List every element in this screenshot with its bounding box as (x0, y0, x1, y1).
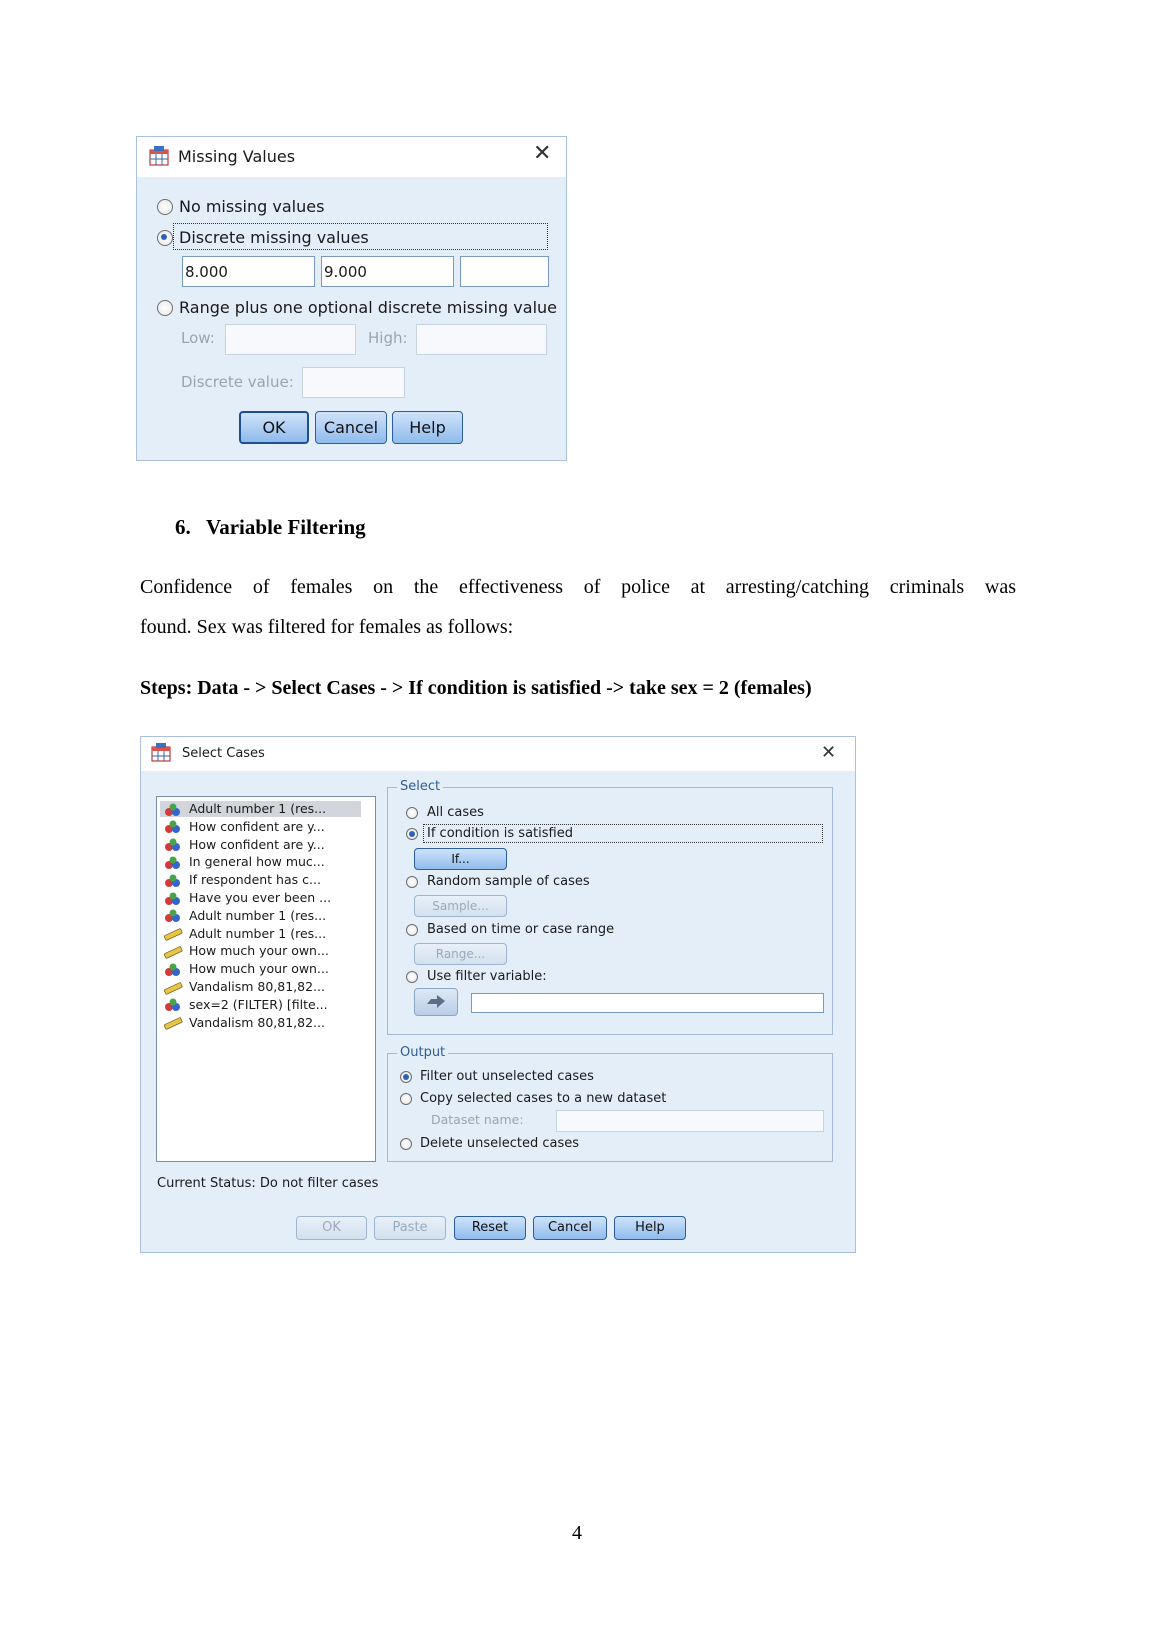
discrete-missing-values-label: Discrete missing values (179, 228, 369, 247)
dialog-title: Select Cases (182, 746, 265, 761)
no-missing-values-label: No missing values (179, 197, 325, 216)
filter-out-radio[interactable] (400, 1071, 412, 1083)
select-group (387, 779, 833, 1035)
variable-label: Adult number 1 (res... (189, 907, 327, 923)
section-number: 6. (175, 515, 191, 539)
ok-button[interactable]: OK (296, 1216, 367, 1240)
ok-button[interactable]: OK (239, 411, 309, 444)
title-bar (137, 137, 566, 177)
time-range-radio[interactable] (406, 924, 418, 936)
nominal-icon (163, 892, 183, 906)
delete-cases-radio[interactable] (400, 1138, 412, 1150)
close-icon[interactable]: ✕ (533, 141, 552, 166)
variable-list-item[interactable] (163, 854, 325, 870)
nominal-icon (163, 909, 183, 923)
variable-label: How much your own... (189, 943, 329, 959)
cancel-button[interactable]: Cancel (533, 1216, 607, 1240)
variable-list-item[interactable] (163, 926, 326, 942)
variable-label: In general how muc... (189, 854, 325, 870)
delete-cases-label: Delete unselected cases (420, 1136, 579, 1151)
scale-icon (163, 927, 183, 941)
section-heading (175, 515, 366, 540)
nominal-icon (163, 874, 183, 888)
nominal-icon (163, 856, 183, 870)
page-number: 4 (572, 1522, 582, 1544)
copy-cases-radio[interactable] (400, 1093, 412, 1105)
current-status: Current Status: Do not filter cases (157, 1176, 379, 1191)
all-cases-radio[interactable] (406, 807, 418, 819)
steps-text: Steps: Data - > Select Cases - > If condition is satisfied -> take sex = 2 (females) (140, 677, 812, 699)
discrete-value-3-input[interactable] (460, 256, 549, 287)
variable-label: How much your own... (189, 961, 329, 977)
random-sample-label: Random sample of cases (427, 874, 590, 889)
filter-out-label: Filter out unselected cases (420, 1069, 594, 1084)
section-title: Variable Filtering (206, 515, 366, 539)
variable-list-item[interactable] (163, 908, 326, 924)
dataset-name-label: Dataset name: (431, 1112, 524, 1127)
variable-list-item[interactable] (163, 997, 328, 1013)
spss-app-icon (148, 145, 170, 167)
copy-cases-label: Copy selected cases to a new dataset (420, 1091, 667, 1106)
variable-label: If respondent has c... (189, 872, 321, 888)
nominal-icon (163, 998, 183, 1012)
scale-icon (163, 981, 183, 995)
high-label: High: (368, 329, 408, 347)
low-label: Low: (181, 329, 215, 347)
variable-label: How confident are y... (189, 818, 325, 834)
if-condition-label: If condition is satisfied (427, 826, 573, 841)
use-filter-label: Use filter variable: (427, 969, 547, 984)
close-icon[interactable]: ✕ (821, 742, 837, 763)
low-input[interactable] (225, 324, 356, 355)
range-label: Range plus one optional discrete missing value (179, 298, 557, 317)
all-cases-label: All cases (427, 805, 484, 820)
random-sample-radio[interactable] (406, 876, 418, 888)
help-button[interactable]: Help (614, 1216, 686, 1240)
discrete-missing-values-radio[interactable] (157, 230, 173, 246)
variable-list-item[interactable] (163, 943, 329, 959)
variable-list-item[interactable] (163, 819, 325, 835)
paragraph-line-2: found. Sex was filtered for females as follows: (140, 616, 514, 638)
if-condition-radio[interactable] (406, 828, 418, 840)
variable-list-item[interactable] (163, 890, 331, 906)
high-input[interactable] (416, 324, 547, 355)
discrete-value-1-input[interactable]: 8.000 (182, 256, 315, 287)
spss-app-icon (150, 743, 172, 763)
range-button[interactable]: Range... (414, 943, 507, 965)
variable-list-item[interactable] (163, 837, 325, 853)
variable-label: Adult number 1 (res... (189, 801, 327, 816)
select-group-label: Select (397, 779, 443, 794)
variable-list-item[interactable] (160, 801, 361, 817)
dialog-title: Missing Values (178, 147, 296, 166)
paragraph-line-1: Confidence of females on the effectiveness of police at arresting/catching criminals was (140, 576, 1016, 598)
variable-list-item[interactable] (163, 979, 325, 995)
select-cases-dialog (140, 736, 856, 1253)
nominal-icon (163, 803, 183, 817)
discrete-value-2-input[interactable]: 9.000 (321, 256, 454, 287)
variable-label: sex=2 (FILTER) [filte... (189, 996, 328, 1012)
scale-icon (163, 945, 183, 959)
time-range-label: Based on time or case range (427, 922, 615, 937)
paste-button[interactable]: Paste (374, 1216, 446, 1240)
if-button[interactable]: If... (414, 848, 507, 870)
help-button[interactable]: Help (392, 411, 463, 444)
dataset-name-input[interactable] (556, 1110, 824, 1132)
output-group-label: Output (397, 1045, 448, 1060)
discrete-value-input[interactable] (302, 367, 405, 398)
cancel-button[interactable]: Cancel (315, 411, 387, 444)
filter-variable-input[interactable] (471, 993, 824, 1013)
variable-list[interactable] (156, 796, 376, 1162)
nominal-icon (163, 838, 183, 852)
reset-button[interactable]: Reset (454, 1216, 526, 1240)
title-bar (141, 737, 855, 771)
sample-button[interactable]: Sample... (414, 895, 507, 917)
range-radio[interactable] (157, 300, 173, 316)
nominal-icon (163, 820, 183, 834)
variable-label: Vandalism 80,81,82... (189, 979, 325, 994)
no-missing-values-radio[interactable] (157, 199, 173, 215)
arrow-right-icon (425, 994, 447, 1010)
variable-label: Adult number 1 (res... (189, 925, 327, 941)
use-filter-radio[interactable] (406, 971, 418, 983)
move-arrow-button[interactable] (414, 988, 458, 1016)
nominal-icon (163, 963, 183, 977)
variable-label: Have you ever been ... (189, 890, 332, 905)
variable-list-item[interactable] (163, 872, 321, 888)
variable-label: How confident are y... (189, 836, 325, 852)
variable-list-item[interactable] (163, 961, 329, 977)
scale-icon (163, 1016, 183, 1030)
output-group (387, 1045, 833, 1162)
missing-values-dialog (136, 136, 567, 461)
discrete-value-label: Discrete value: (181, 373, 294, 391)
variable-label: Vandalism 80,81,82... (189, 1014, 325, 1030)
variable-list-item[interactable] (163, 1015, 325, 1031)
